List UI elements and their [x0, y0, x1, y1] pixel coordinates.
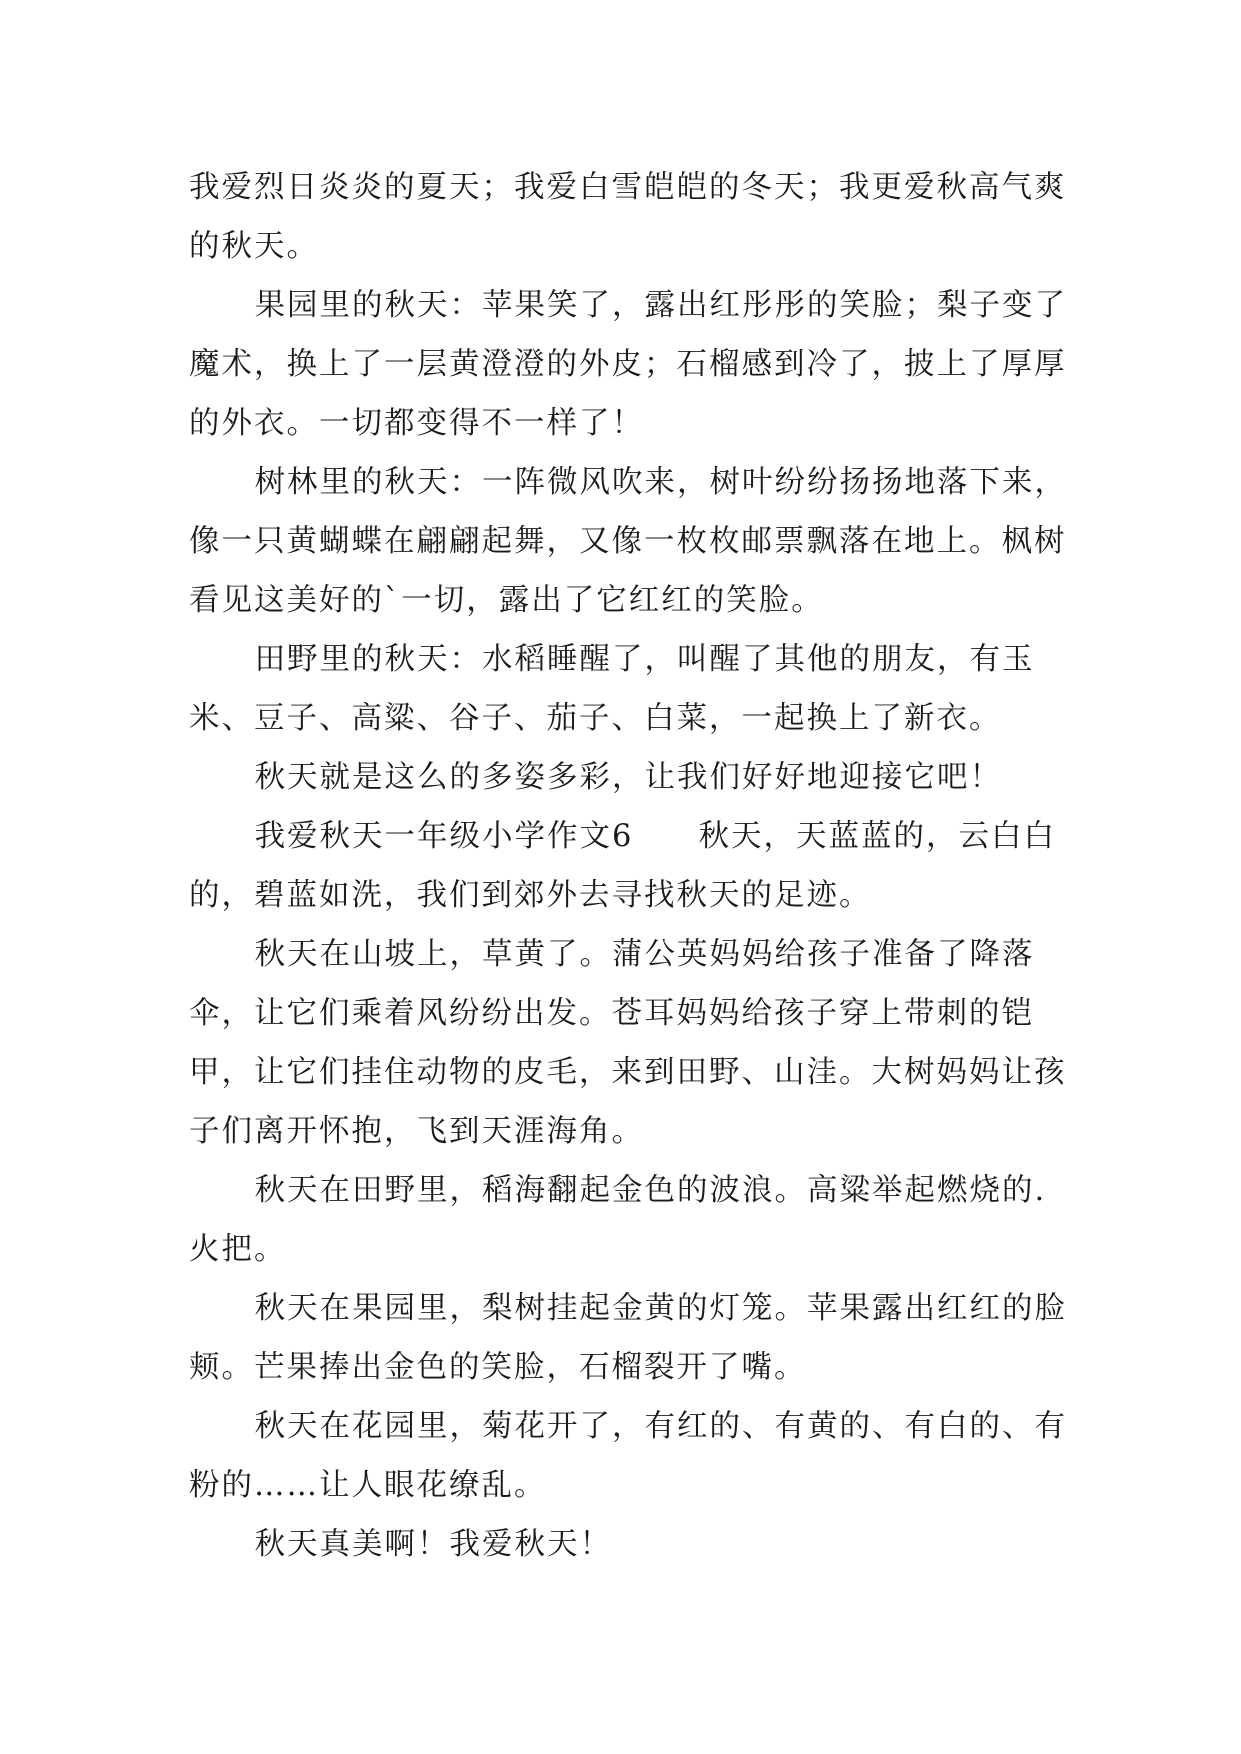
paragraph-conclusion: 秋天真美啊！我爱秋天！	[254, 1527, 613, 1562]
paragraph-orchard: 果园里的秋天：苹果笑了，露出红彤彤的笑脸；梨子变了魔术，换上了一层黄澄澄的外皮；石榴感到冷了，披上了厚厚的外衣。一切都变得不一样了！	[189, 288, 1068, 441]
paragraph-hillside: 秋天在山坡上，草黄了。蒲公英妈妈给孩子准备了降落伞，让它们乘着风纷纷出发。苍耳妈妈给孩子穿上带刺的铠甲，让它们挂住动物的皮毛，来到田野、山洼。大树妈妈让孩子们离开怀抱，飞到天涯海角。	[189, 937, 1067, 1149]
paragraph-fruit-garden: 秋天在果园里，梨树挂起金黄的灯笼。苹果露出红红的脸颊。芒果捧出金色的笑脸，石榴裂开了嘴。	[189, 1291, 1068, 1385]
paragraph-forest: 树林里的秋天：一阵微风吹来，树叶纷纷扬扬地落下来，像一只黄蝴蝶在翩翩起舞，又像一枚枚邮票飘落在地上。枫树看见这美好的`一切，露出了它红红的笑脸。	[189, 465, 1068, 618]
paragraph-intro: 我爱烈日炎炎的夏天；我爱白雪皑皑的冬天；我更爱秋高气爽的秋天。	[189, 170, 1067, 264]
paragraph-essay-6-intro: 我爱秋天一年级小学作文6 秋天，天蓝蓝的，云白白的，碧蓝如洗，我们到郊外去寻找秋天的足迹。	[189, 819, 1056, 913]
paragraph-field: 田野里的秋天：水稻睡醒了，叫醒了其他的朋友，有玉米、豆子、高粱、谷子、茄子、白菜，一起换上了新衣。	[189, 642, 1035, 736]
paragraph-flower-garden: 秋天在花园里，菊花开了，有红的、有黄的、有白的、有粉的……让人眼花缭乱。	[189, 1409, 1068, 1503]
essay-body	[189, 158, 1069, 1574]
paragraph-colorful: 秋天就是这么的多姿多彩，让我们好好地迎接它吧！	[254, 760, 1003, 795]
paragraph-rice-field: 秋天在田野里，稻海翻起金色的波浪。高粱举起燃烧的.火把。	[189, 1173, 1047, 1267]
